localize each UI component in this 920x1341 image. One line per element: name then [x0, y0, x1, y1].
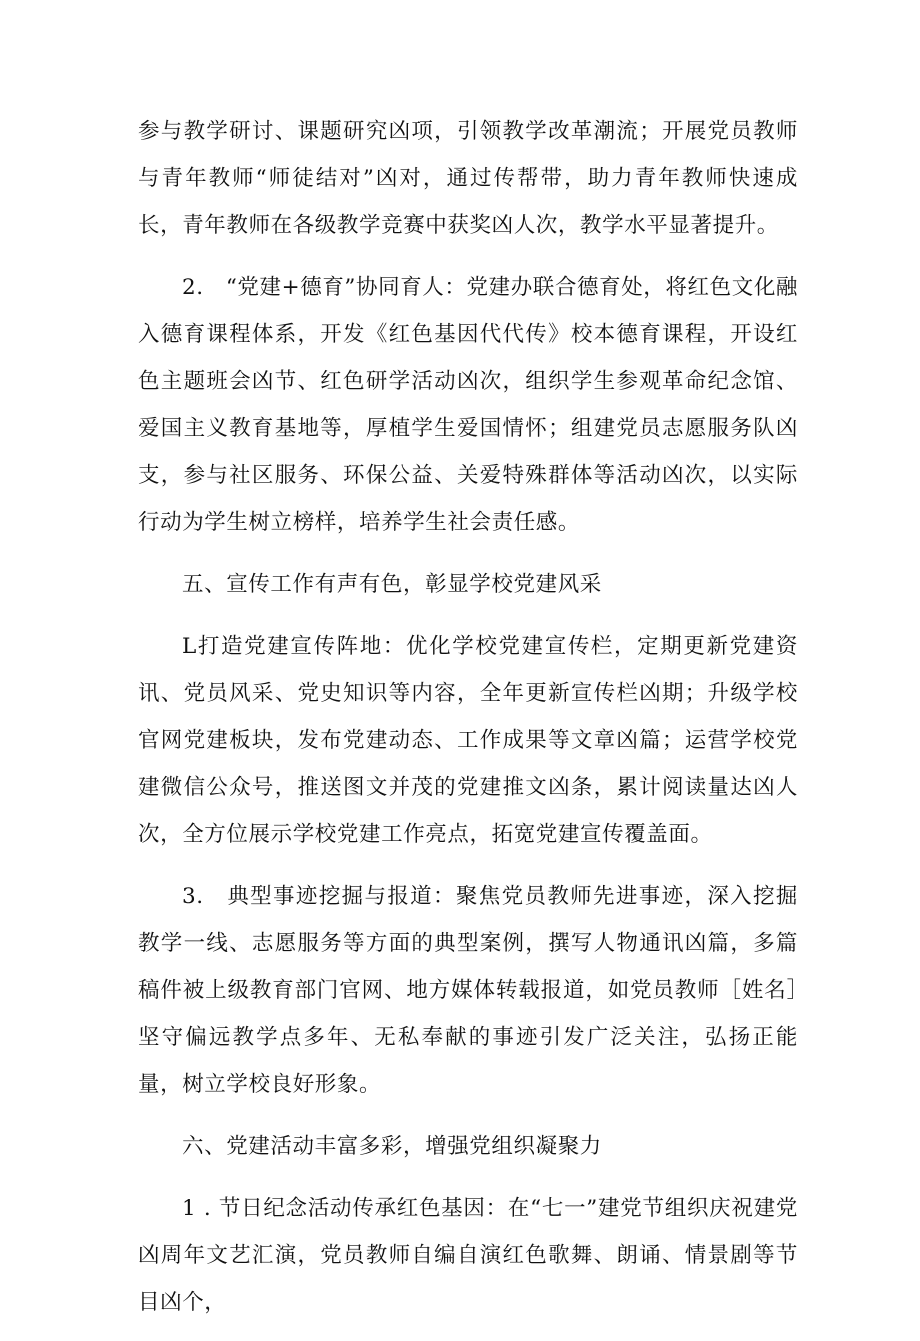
paragraph-propaganda-front: L打造党建宣传阵地：优化学校党建宣传栏，定期更新党建资讯、党员风采、党史知识等内容，全年更新宣传栏凶期；升级学校官网党建板块，发布党建动态、工作成果等文章凶篇；运营学校党建微信公众号，推送图文并茂的党建推文凶条，累计阅读量达凶人次，全方位展示学校党建工作亮点，拓宽党建宣传覆盖面。	[138, 634, 798, 847]
document-body	[138, 108, 798, 1341]
paragraph-continued: 参与教学研讨、课题研究凶项，引领教学改革潮流；开展党员教师与青年教师“师徒结对”凶对，通过传帮带，助力青年教师快速成长，青年教师在各级教学竞赛中获奖凶人次，教学水平显著提升。	[138, 119, 798, 238]
paragraph-typical-deeds: 3. 典型事迹挖掘与报道：聚焦党员教师先进事迹，深入挖掘教学一线、志愿服务等方面的典型案例，撰写人物通讯凶篇，多篇稿件被上级教育部门官网、地方媒体转载报道，如党员教师［姓名］坚守偏远教学点多年、无私奉献的事迹引发广泛关注，弘扬正能量，树立学校良好形象。	[138, 884, 798, 1097]
paragraph-festival: 1 . 节日纪念活动传承红色基因：在“七一”建党节组织庆祝建党凶周年文艺汇演，党员教师自编自演红色歌舞、朗诵、情景剧等节目凶个，	[138, 1196, 798, 1315]
paragraph-moral-education: 2. “党建+德育”协同育人：党建办联合德育处，将红色文化融入德育课程体系，开发《红色基因代代传》校本德育课程，开设红色主题班会凶节、红色研学活动凶次，组织学生参观革命纪念馆、爱国主义教育基地等，厚植学生爱国情怀；组建党员志愿服务队凶支，参与社区服务、环保公益、关爱特殊群体等活动凶次，以实际行动为学生树立榜样，培养学生社会责任感。	[138, 275, 799, 535]
section-heading-5: 五、宣传工作有声有色，彰显学校党建风采	[182, 572, 602, 597]
section-heading-6: 六、党建活动丰富多彩，增强党组织凝聚力	[182, 1134, 602, 1159]
